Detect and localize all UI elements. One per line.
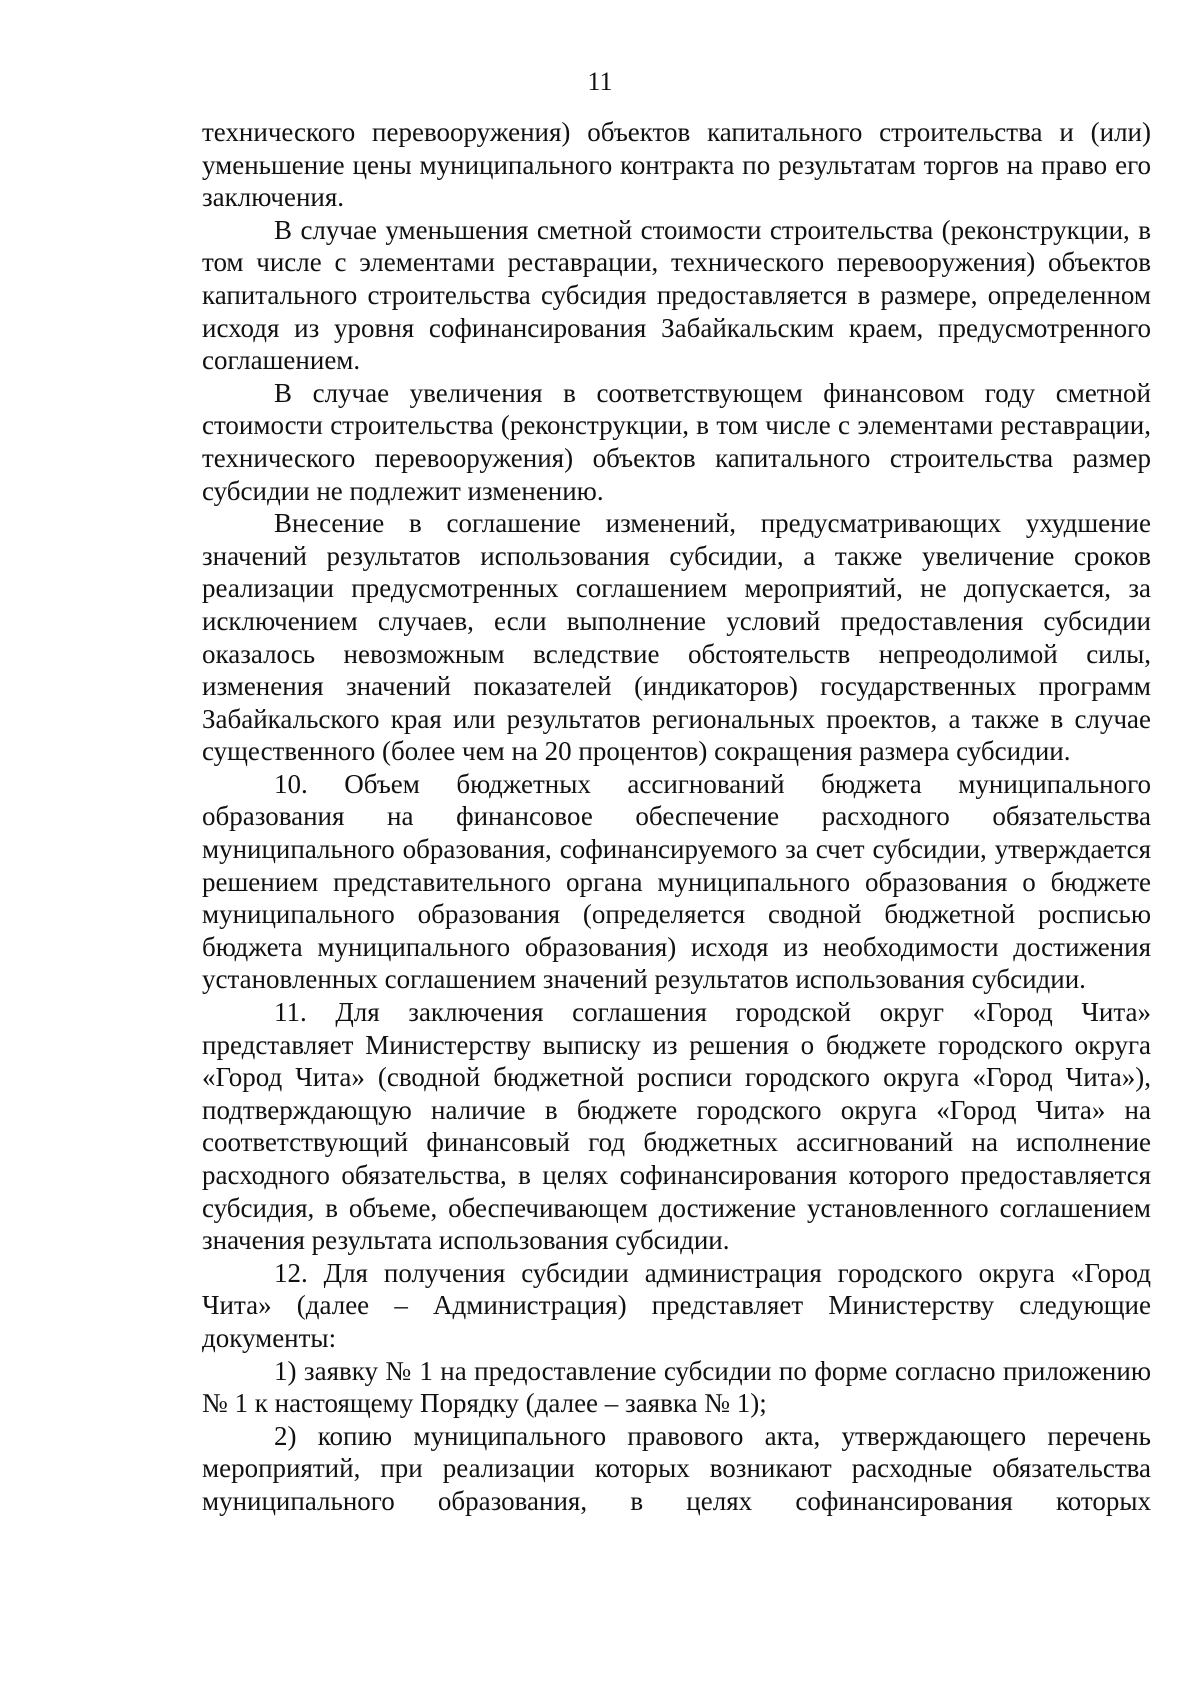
paragraph-item-11: 11. Для заключения соглашения городской округ «Город Чита» представляет Министерству выписку из решения о бюджете городского округа «Город Чита» (сводной бюджетной росписи городского округа «Город Чита»), подтверждающую наличие в бюджете городского округа «Город Чита» на соответствующий финансовый год бюджетных ассигнований на исполнение расходного обязательства, в целях софинансирования которого предоставляется субсидия, в объеме, обеспечивающем достижение установленного соглашением значения результата использования субсидии. [202,997,1151,1256]
page-number: 11 [587,67,613,96]
paragraph: технического перевооружения) объектов капитального строительства и (или) уменьшение цены муниципального контракта по результатам торгов на право его заключения. [202,117,1151,213]
paragraph: Внесение в соглашение изменений, предусматривающих ухудшение значений результатов использования субсидии, а также увеличение сроков реализации предусмотренных соглашением мероприятий, не допускается, за исключением случаев, если выполнение условий предоставления субсидии оказалось невозможным вследствие обстоятельств непреодолимой силы, изменения значений показателей (индикаторов) государственных программ Забайкальского края или результатов региональных проектов, а также в случае существенного (более чем на 20 процентов) сокращения размера субсидии. [202,508,1151,767]
document-body [202,116,1151,1518]
paragraph-item-10: 10. Объем бюджетных ассигнований бюджета муниципального образования на финансовое обеспечение расходного обязательства муниципального образования, софинансируемого за счет субсидии, утверждается решением представительного органа муниципального образования о бюджете муниципального образования (определяется сводной бюджетной росписью бюджета муниципального образования) исходя из необходимости достижения установленных соглашением значений результатов использования субсидии. [202,768,1151,995]
list-item-1: 1) заявку № 1 на предоставление субсидии по форме согласно приложению № 1 к настоящему Порядку (далее – заявка № 1); [202,1355,1151,1419]
paragraph: В случае уменьшения сметной стоимости строительства (реконструкции, в том числе с элементами реставрации, технического перевооружения) объектов капитального строительства субсидия предоставляется в размере, определенном исходя из уровня софинансирования Забайкальским краем, предусмотренного соглашением. [202,214,1151,376]
paragraph: В случае увеличения в соответствующем финансовом году сметной стоимости строительства (реконструкции, в том числе с элементами реставрации, технического перевооружения) объектов капитального строительства размер субсидии не подлежит изменению. [202,377,1151,506]
list-item-2: 2) копию муниципального правового акта, утверждающего перечень мероприятий, при реализации которых возникают расходные обязательства муниципального образования, в целях софинансирования которых [202,1420,1151,1516]
paragraph-item-12: 12. Для получения субсидии администрация городского округа «Город Чита» (далее – Администрация) представляет Министерству следующие документы: [202,1257,1151,1353]
